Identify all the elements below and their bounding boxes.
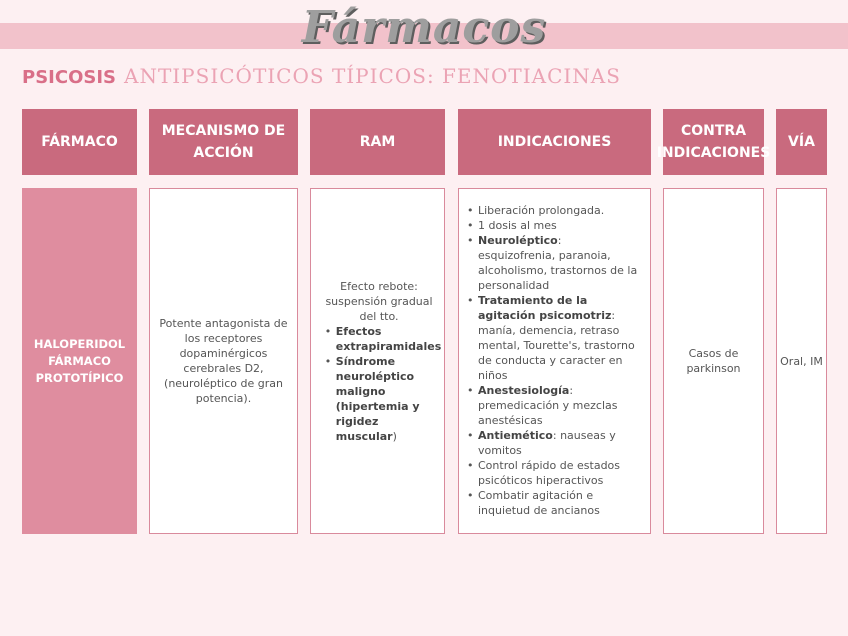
indicacion-item: • Tratamiento de la agitación psicomotriz: manía, demencia, retraso mental, Tourette's, trastorno de conducta y caracter en niños xyxy=(467,293,642,383)
drug-name-cell: HALOPERIDOL FÁRMACO PROTOTÍPICO xyxy=(22,188,137,534)
indicacion-item: • Neuroléptico: esquizofrenia, paranoia, alcoholismo, trastornos de la personalidad xyxy=(467,233,642,293)
indicacion-item: • Combatir agitación e inquietud de ancianos xyxy=(467,488,642,518)
via-cell xyxy=(776,188,827,534)
indicacion-item: • Anestesiología: premedicación y mezclas anestésicas xyxy=(467,383,642,428)
indicacion-item: • Liberación prolongada. xyxy=(467,203,642,218)
via-text: Oral, IM xyxy=(780,354,823,368)
header-contraindicaciones: CONTRA INDICACIONES xyxy=(663,109,764,175)
section-subtitle xyxy=(22,64,621,88)
ram-cell xyxy=(310,188,445,534)
subtitle-category: PSICOSIS xyxy=(22,67,116,88)
contraindicaciones-cell xyxy=(663,188,764,534)
page-title: Fármacos xyxy=(301,2,547,53)
ram-intro: Efecto rebote: suspensión gradual del tto. xyxy=(325,279,433,323)
ram-item-sindrome: • Síndrome neuroléptico maligno (hipertemia y rigidez muscular) xyxy=(325,354,441,444)
header-indicaciones: INDICACIONES xyxy=(458,109,651,175)
mecanismo-cell xyxy=(149,188,298,534)
header-via: VÍA xyxy=(776,109,827,175)
header-farmaco: FÁRMACO xyxy=(22,109,137,175)
indicacion-item: • Control rápido de estados psicóticos hiperactivos xyxy=(467,458,642,488)
indicacion-item: • 1 dosis al mes xyxy=(467,218,642,233)
header-ram: RAM xyxy=(310,109,445,175)
ram-item-efectos: • Efectos extrapiramidales xyxy=(325,324,441,354)
mecanismo-text: Potente antagonista de los receptores dopaminérgicos cerebrales D2, (neuroléptico de gran potencia). xyxy=(159,317,288,405)
indicacion-item: • Antiemético: nauseas y vomitos xyxy=(467,428,642,458)
contraindicaciones-text: Casos de parkinson xyxy=(686,347,741,375)
header-mecanismo: MECANISMO DE ACCIÓN xyxy=(149,109,298,175)
indicaciones-cell xyxy=(458,188,651,534)
subtitle-heading: ANTIPSICÓTICOS TÍPICOS: FENOTIACINAS xyxy=(124,64,621,88)
